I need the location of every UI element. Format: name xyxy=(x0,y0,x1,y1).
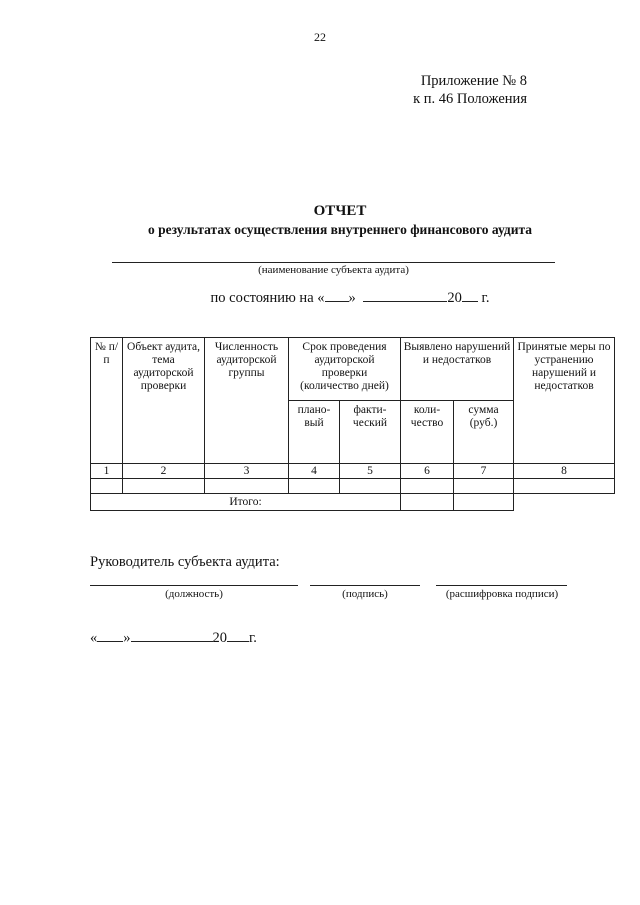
as-of-month-blank xyxy=(363,289,447,302)
total-sum-cell[interactable] xyxy=(454,494,514,511)
document-subtitle: о результатах осуществления внутреннего финансового аудита xyxy=(147,222,533,237)
table-cell[interactable] xyxy=(205,479,289,494)
header-object: Объект аудита, тема аудиторской проверки xyxy=(123,338,205,464)
table-cell[interactable] xyxy=(514,479,615,494)
total-label: Итого: xyxy=(91,494,401,511)
as-of-suffix: г. xyxy=(481,290,490,306)
position-caption: (должность) xyxy=(165,588,223,600)
decode-line xyxy=(436,585,567,586)
entity-name-caption: (наименование субъекта аудита) xyxy=(258,264,409,276)
header-sum: сумма (руб.) xyxy=(454,401,514,464)
column-number: 2 xyxy=(123,464,205,479)
as-of-year-prefix: 20 xyxy=(447,290,462,306)
appendix-line-1: Приложение № 8 xyxy=(420,73,527,89)
header-staff: Численность аудиторской группы xyxy=(205,338,289,464)
table-cell[interactable] xyxy=(454,479,514,494)
sign-caption: (подпись) xyxy=(342,588,388,600)
date-year-prefix: 20 xyxy=(212,630,227,646)
as-of-day-blank xyxy=(325,289,349,302)
total-row xyxy=(91,494,615,511)
date-month-blank xyxy=(131,629,213,642)
total-count-cell[interactable] xyxy=(401,494,454,511)
as-of-mid: » xyxy=(348,290,356,306)
as-of-prefix: по состоянию на « xyxy=(210,290,325,306)
total-empty-cell xyxy=(514,494,615,511)
header-period: Срок проведения аудиторской проверки (количество дней) xyxy=(289,338,401,401)
document-title: ОТЧЕТ xyxy=(313,203,367,219)
signature-heading: Руководитель субъекта аудита: xyxy=(90,554,280,570)
audit-report-table xyxy=(90,337,615,511)
column-number: 7 xyxy=(454,464,514,479)
column-number: 8 xyxy=(514,464,615,479)
date-day-blank xyxy=(97,629,123,642)
header-found: Выявлено нарушений и недостатков xyxy=(401,338,514,401)
table-cell[interactable] xyxy=(340,479,401,494)
decode-caption: (расшифровка подписи) xyxy=(445,588,559,600)
date-year-blank xyxy=(227,629,249,642)
entity-name-line xyxy=(112,262,555,263)
table-cell[interactable] xyxy=(91,479,123,494)
signature-date xyxy=(90,629,257,647)
header-num: № п/п xyxy=(91,338,123,464)
table-cell[interactable] xyxy=(401,479,454,494)
header-measures: Принятые меры по устранению нарушений и недостатков xyxy=(514,338,615,464)
as-of-date xyxy=(0,289,640,307)
column-number: 1 xyxy=(91,464,123,479)
table-row xyxy=(91,479,615,494)
date-open: « xyxy=(90,630,98,646)
header-actual: факти-ческий xyxy=(340,401,401,464)
header-planned: плано-вый xyxy=(289,401,340,464)
column-number: 3 xyxy=(205,464,289,479)
table-cell[interactable] xyxy=(123,479,205,494)
column-number: 5 xyxy=(340,464,401,479)
page-number: 22 xyxy=(314,30,326,44)
as-of-year-blank xyxy=(462,289,478,302)
column-number: 4 xyxy=(289,464,340,479)
signature-line xyxy=(310,585,420,586)
appendix-reference xyxy=(400,72,527,108)
table-cell[interactable] xyxy=(289,479,340,494)
header-count: коли-чество xyxy=(401,401,454,464)
date-close: » xyxy=(123,630,131,646)
appendix-line-2: к п. 46 Положения xyxy=(413,91,527,107)
column-number-row xyxy=(91,464,615,479)
position-line xyxy=(90,585,298,586)
date-suffix: г. xyxy=(249,630,257,646)
column-number: 6 xyxy=(401,464,454,479)
